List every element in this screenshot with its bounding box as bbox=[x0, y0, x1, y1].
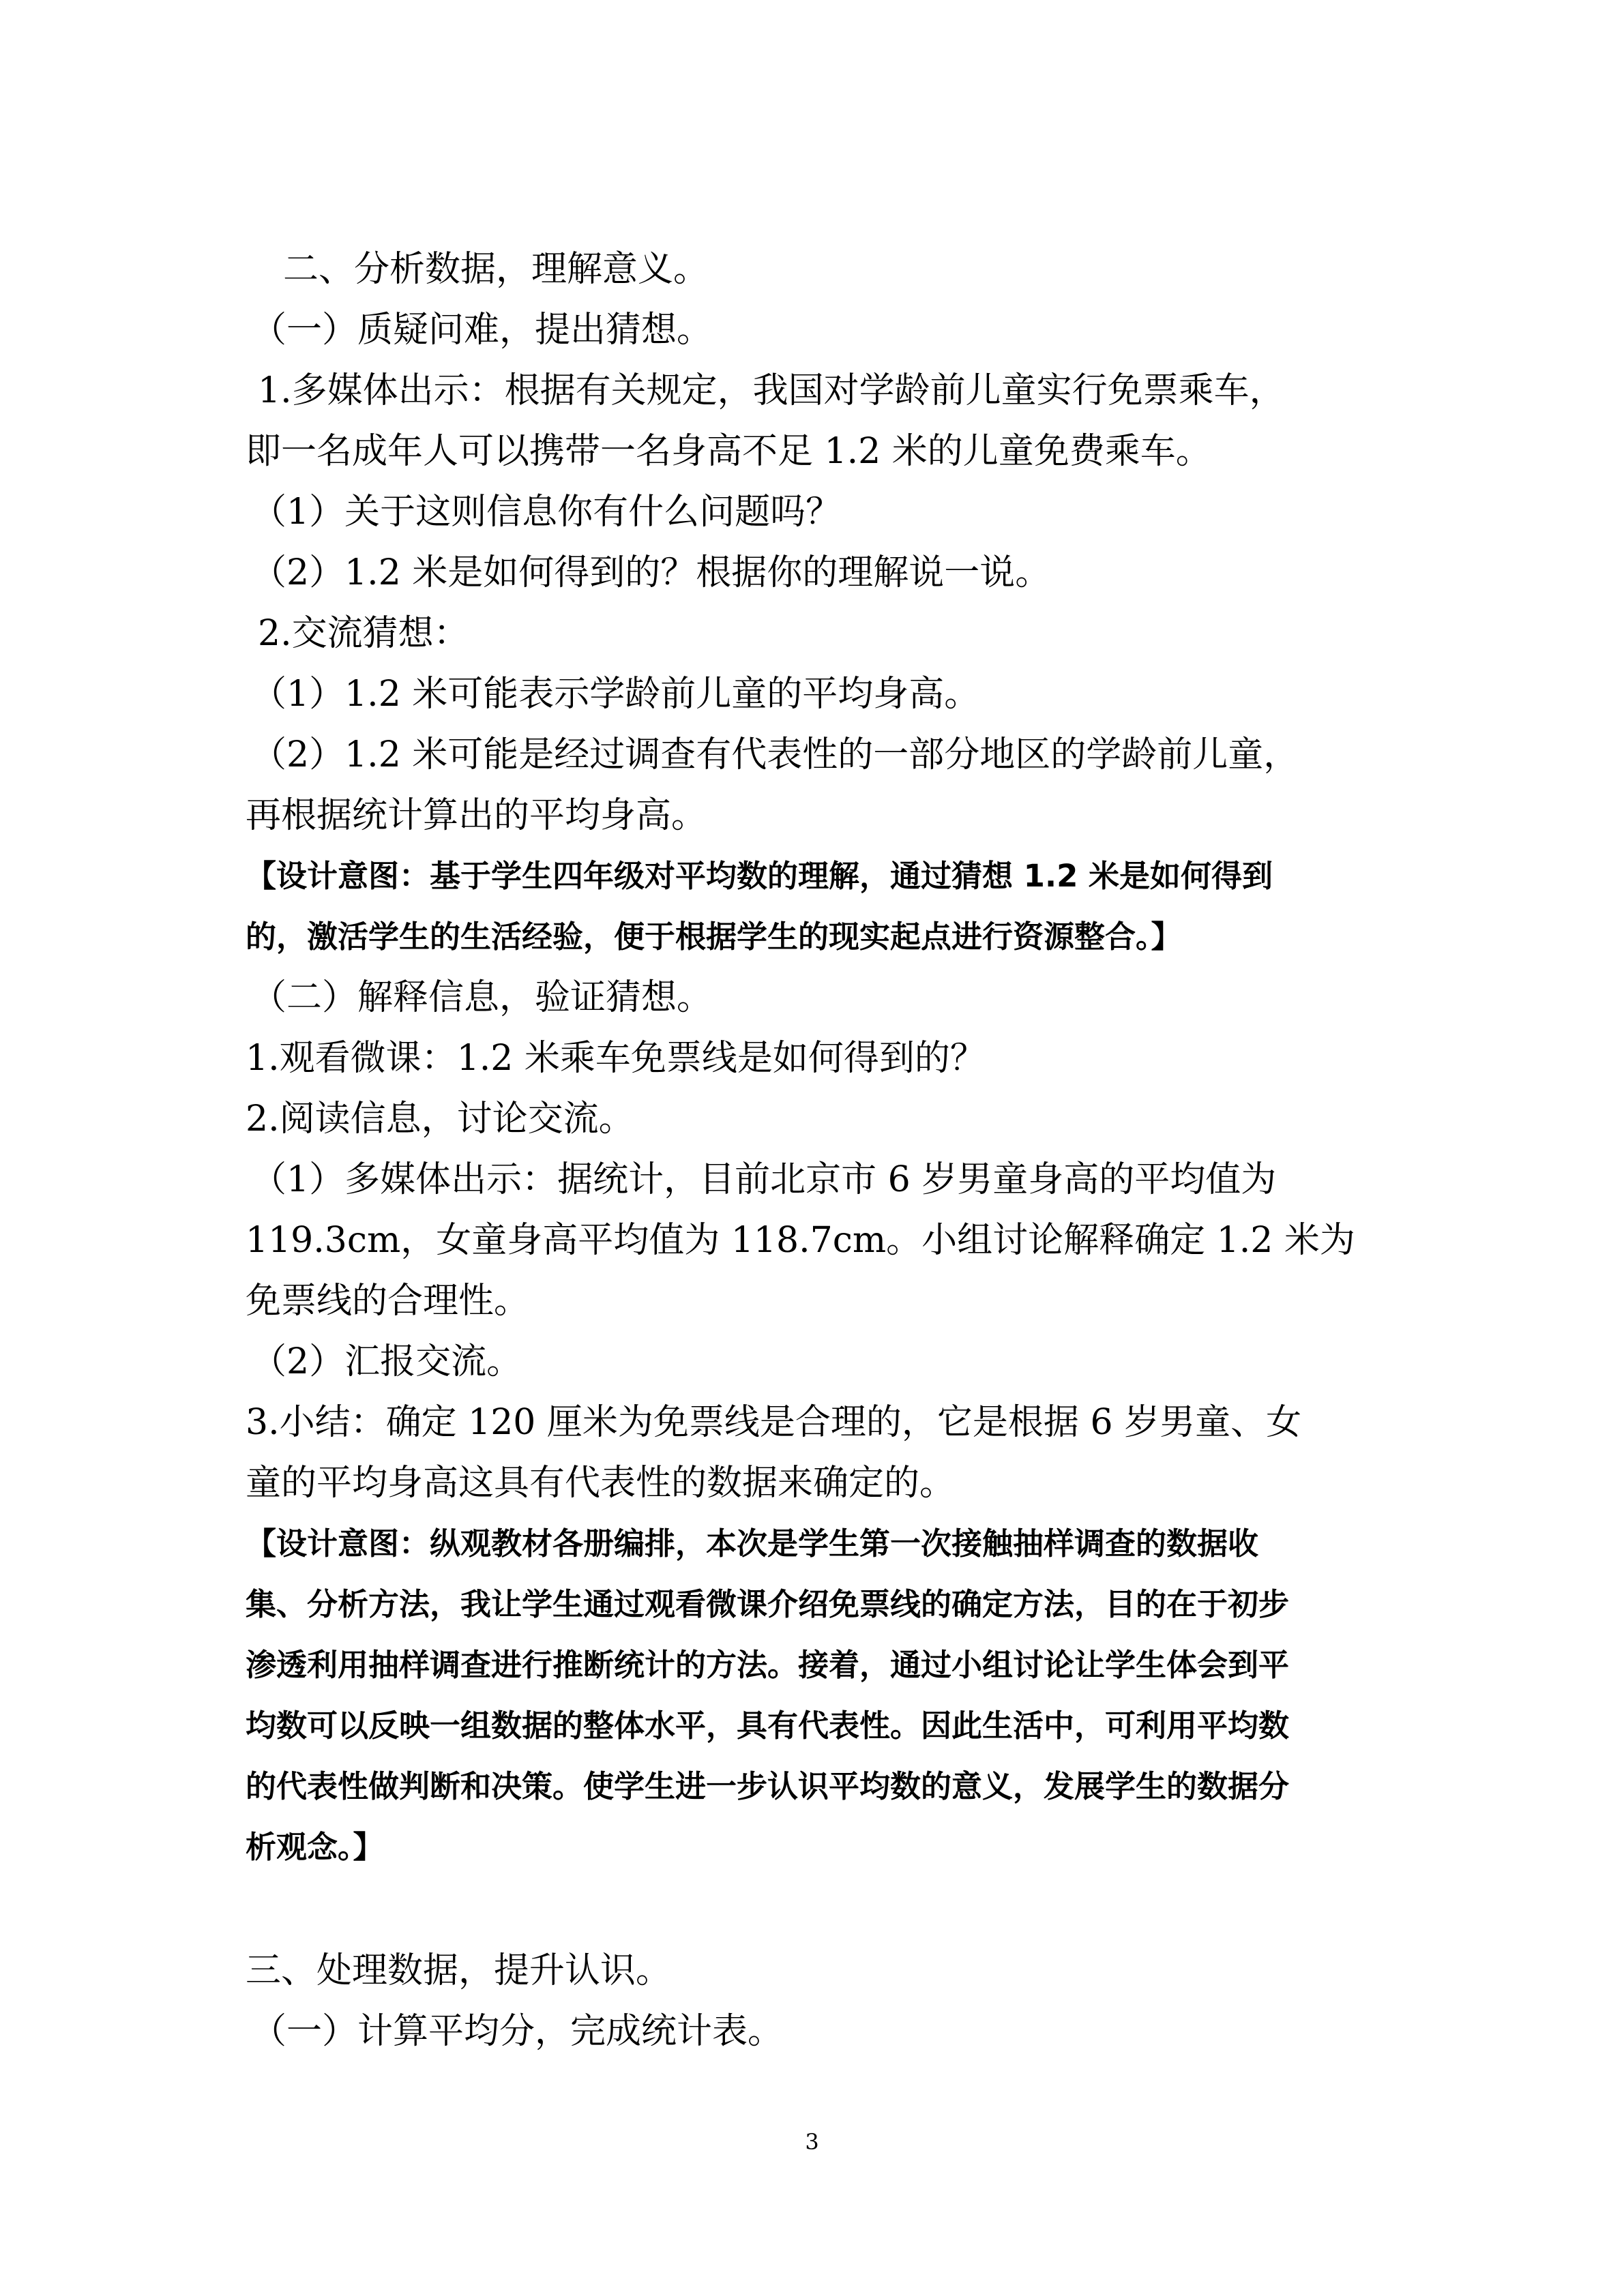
section-heading-2: 二、分析数据，理解意义。 bbox=[283, 249, 709, 290]
design-intent-note: 集、分析方法，我让学生通过观看微课介绍免票线的确定方法，目的在于初步 bbox=[246, 1586, 1290, 1622]
section-heading-3: 三、处理数据，提升认识。 bbox=[246, 1950, 672, 1991]
paragraph-line: （2）1.2 米可能是经过调查有代表性的一部分地区的学龄前儿童， bbox=[251, 734, 1299, 775]
paragraph-line: 2.交流猜想： bbox=[258, 613, 469, 654]
paragraph-line: （1）多媒体出示：据统计，目前北京市 6 岁男童身高的平均值为 bbox=[251, 1159, 1277, 1200]
paragraph-line: 1.多媒体出示：根据有关规定，我国对学龄前儿童实行免票乘车， bbox=[258, 370, 1285, 411]
design-intent-note: 【设计意图：纵观教材各册编排，本次是学生第一次接触抽样调查的数据收 bbox=[246, 1525, 1259, 1562]
paragraph-line: 童的平均身高这具有代表性的数据来确定的。 bbox=[246, 1463, 956, 1504]
design-intent-note: 【设计意图：基于学生四年级对平均数的理解，通过猜想 1.2 米是如何得到 bbox=[246, 858, 1273, 894]
paragraph-line: （1）关于这则信息你有什么问题吗？ bbox=[251, 492, 842, 533]
design-intent-note: 的，激活学生的生活经验，便于根据学生的现实起点进行资源整合。】 bbox=[246, 919, 1182, 955]
design-intent-note: 析观念。】 bbox=[246, 1829, 384, 1865]
paragraph-line: 2.阅读信息，讨论交流。 bbox=[246, 1099, 634, 1139]
subsection-heading: （二）解释信息，验证猜想。 bbox=[251, 977, 713, 1018]
paragraph-line: 3.小结：确定 120 厘米为免票线是合理的，它是根据 6 岁男童、女 bbox=[246, 1402, 1302, 1443]
paragraph-line: （1）1.2 米可能表示学龄前儿童的平均身高。 bbox=[251, 674, 980, 715]
paragraph-line: 免票线的合理性。 bbox=[246, 1281, 530, 1322]
paragraph-line: 即一名成年人可以携带一名身高不足 1.2 米的儿童免费乘车。 bbox=[246, 431, 1211, 472]
paragraph-line: （2）1.2 米是如何得到的？根据你的理解说一说。 bbox=[251, 552, 1051, 593]
design-intent-note: 均数可以反映一组数据的整体水平，具有代表性。因此生活中，可利用平均数 bbox=[246, 1708, 1290, 1744]
page-number: 3 bbox=[805, 2129, 819, 2155]
paragraph-line: 再根据统计算出的平均身高。 bbox=[246, 795, 707, 836]
design-intent-note: 渗透利用抽样调查进行推断统计的方法。接着，通过小组讨论让学生体会到平 bbox=[246, 1647, 1290, 1683]
paragraph-line: （2）汇报交流。 bbox=[251, 1341, 522, 1382]
design-intent-note: 的代表性做判断和决策。使学生进一步认识平均数的意义，发展学生的数据分 bbox=[246, 1768, 1290, 1804]
paragraph-line: 1.观看微课：1.2 米乘车免票线是如何得到的？ bbox=[246, 1038, 986, 1079]
subsection-heading: （一）质疑问难，提出猜想。 bbox=[251, 310, 713, 351]
subsection-heading: （一）计算平均分，完成统计表。 bbox=[251, 2011, 784, 2052]
paragraph-line: 119.3cm，女童身高平均值为 118.7cm。小组讨论解释确定 1.2 米为 bbox=[246, 1220, 1355, 1261]
